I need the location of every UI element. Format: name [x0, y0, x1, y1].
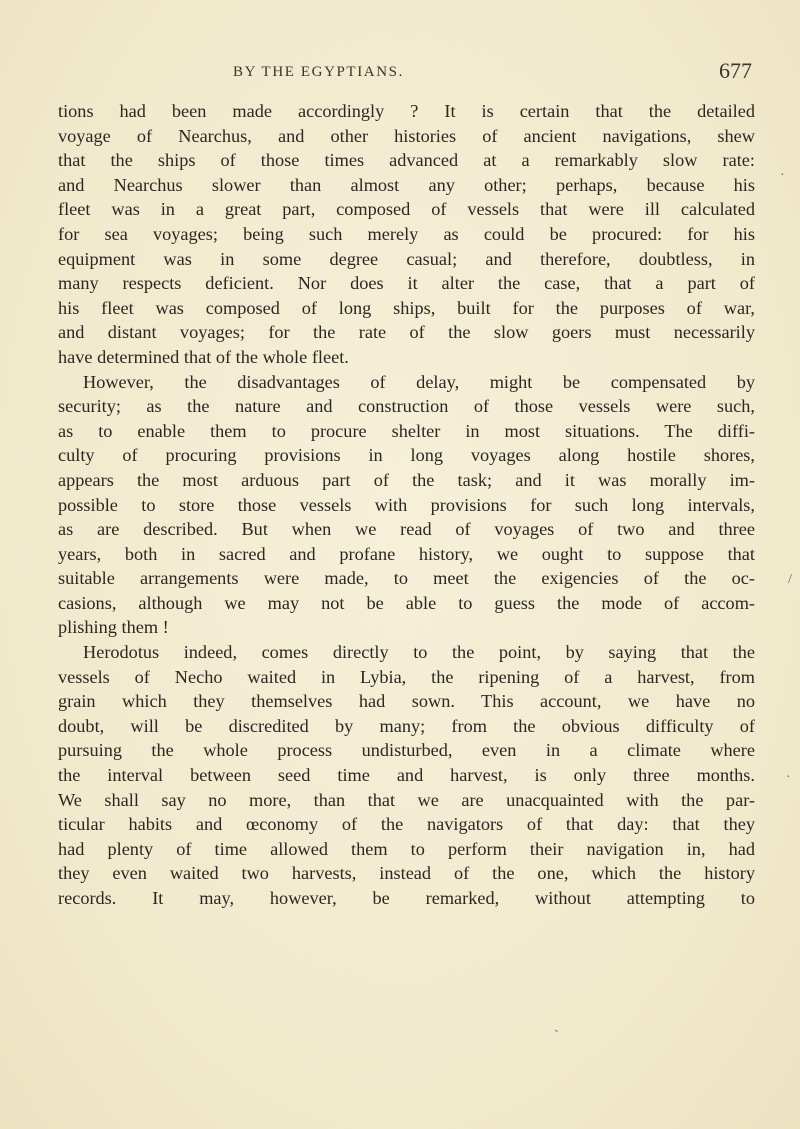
text-line: casions, although we may not be able to guess the mode of accom-	[58, 592, 755, 613]
text-line: grain which they themselves had sown. This account, we have no	[58, 691, 755, 712]
bottom-stray-mark: ˏ	[554, 1018, 559, 1033]
paragraph-start-line: Herodotus indeed, comes directly to the point, by saying that the	[83, 642, 755, 663]
text-line: as to enable them to procure shelter in most situations. The diffi-	[58, 420, 755, 441]
text-line: records. It may, however, be remarked, without attempting to	[58, 888, 755, 908]
text-line: equipment was in some degree casual; and therefore, doubtless, in	[58, 248, 755, 269]
body-text	[58, 99, 755, 911]
running-head: BY THE EGYPTIANS.	[233, 64, 404, 80]
text-line: suitable arrangements were made, to meet the exigencies of the oc-	[58, 568, 755, 589]
paragraph-end-line: have determined that of the whole fleet.	[58, 346, 349, 367]
margin-dot-mark: ·	[786, 770, 791, 785]
text-line: security; as the nature and construction of those vessels were such,	[58, 396, 755, 417]
text-line: vessels of Necho waited in Lybia, the ripening of a harvest, from	[58, 666, 755, 687]
text-line: fleet was in a great part, composed of vessels that were ill calculated	[58, 199, 755, 220]
text-line: for sea voyages; being such merely as could be procured: for his	[58, 223, 755, 244]
text-line: and distant voyages; for the rate of the slow goers must necessarily	[58, 322, 755, 343]
text-line: doubt, will be discredited by many; from the obvious difficulty of	[58, 715, 755, 736]
paragraph-start-line: However, the disadvantages of delay, might be compensated by	[83, 371, 755, 392]
margin-dot-mark: ·	[780, 168, 785, 183]
text-line: years, both in sacred and profane history, we ought to suppose that	[58, 543, 755, 564]
text-line: that the ships of those times advanced at a remarkably slow rate:	[58, 150, 755, 171]
page-header	[0, 58, 800, 88]
paragraph-end-line: plishing them !	[58, 617, 169, 638]
text-line: as are described. But when we read of voyages of two and three	[58, 519, 755, 540]
text-line: ticular habits and œconomy of the navigators of that day: that they	[58, 814, 755, 835]
text-line: they even waited two harvests, instead of the one, which the history	[58, 863, 755, 884]
margin-pencil-mark: /	[788, 572, 792, 587]
page-number: 677	[719, 58, 752, 83]
text-line: We shall say no more, than that we are unacquainted with the par-	[58, 789, 755, 810]
text-line: culty of procuring provisions in long voyages along hostile shores,	[58, 445, 755, 466]
text-line: possible to store those vessels with provisions for such long intervals,	[58, 494, 755, 515]
text-line: his fleet was composed of long ships, built for the purposes of war,	[58, 297, 755, 318]
text-line: voyage of Nearchus, and other histories of ancient navigations, shew	[58, 125, 755, 146]
text-line: had plenty of time allowed them to perform their navigation in, had	[58, 838, 755, 859]
text-line: the interval between seed time and harvest, is only three months.	[58, 765, 755, 786]
text-line: appears the most arduous part of the task; and it was morally im-	[58, 469, 755, 490]
text-line: and Nearchus slower than almost any other; perhaps, because his	[58, 174, 755, 195]
text-line: pursuing the whole process undisturbed, even in a climate where	[58, 740, 755, 761]
text-line: many respects deficient. Nor does it alter the case, that a part of	[58, 273, 755, 294]
text-line: tions had been made accordingly ? It is certain that the detailed	[58, 101, 755, 121]
